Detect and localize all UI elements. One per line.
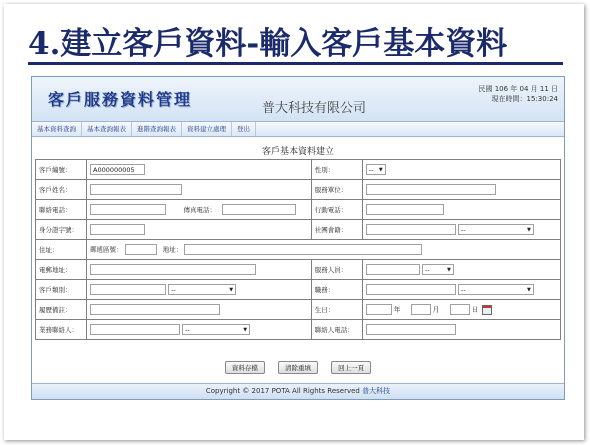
service-unit-field[interactable]	[366, 184, 496, 195]
form-row	[36, 300, 561, 320]
button-row	[32, 355, 564, 374]
app-logo: 客戶服務資料管理	[48, 90, 193, 109]
fax-label: 傳真電話：	[173, 200, 219, 220]
form-row	[36, 260, 561, 280]
back-button[interactable]: 回上一頁	[331, 361, 371, 374]
category-cell	[87, 280, 312, 300]
occupation-cell	[362, 280, 560, 300]
occupation-label: 職務：	[311, 280, 362, 300]
category-select[interactable]	[168, 284, 236, 295]
address-field[interactable]	[184, 244, 422, 255]
staff-select[interactable]	[422, 264, 454, 275]
gender-select[interactable]	[366, 164, 386, 175]
name-label: 客戶姓名：	[36, 180, 87, 200]
resume-label: 履歷備註：	[36, 300, 87, 320]
birthday-label: 生日：	[311, 300, 362, 320]
mobile-field[interactable]	[366, 204, 444, 215]
fax-cell	[219, 200, 311, 220]
customer-name-field[interactable]	[90, 184, 182, 195]
date-line: 民國 106 年 04 月 11 日	[478, 85, 558, 93]
birth-day-field[interactable]	[450, 304, 470, 315]
app-header	[32, 77, 564, 122]
form-row	[36, 280, 561, 300]
customer-id-cell	[87, 160, 312, 180]
date-time-box	[478, 84, 558, 104]
slide-title: 4.建立客戶資料-輸入客戶基本資料	[28, 26, 508, 62]
staff-label: 服務人員：	[311, 260, 362, 280]
community-value: --	[460, 226, 466, 234]
nav-item-basic-report[interactable]: 基本查詢報表	[82, 122, 132, 136]
gender-label: 性別：	[311, 160, 362, 180]
email-label: 電郵地址：	[36, 260, 87, 280]
address-label: 住址：	[36, 240, 87, 260]
nav-bar	[32, 122, 564, 137]
gender-value: --	[368, 166, 374, 174]
category-label: 客戶類別：	[36, 280, 87, 300]
nav-item-advanced-report[interactable]: 進階查詢報表	[132, 122, 182, 136]
phone-label: 聯絡電話：	[36, 200, 87, 220]
form-row	[36, 180, 561, 200]
app-window	[31, 76, 565, 400]
chevron-down-icon: ▼	[378, 167, 383, 173]
category-value: --	[171, 286, 176, 294]
phone-field[interactable]	[90, 204, 166, 215]
nav-item-logout[interactable]: 登出	[232, 122, 256, 136]
occupation-select[interactable]	[458, 284, 534, 295]
contact-label: 業務聯絡人：	[36, 320, 87, 340]
name-cell	[87, 180, 312, 200]
chevron-down-icon: ▼	[526, 287, 531, 293]
slide	[4, 4, 584, 440]
nav-item-data-create[interactable]: 資料建立處理	[182, 122, 232, 136]
gender-cell	[362, 160, 560, 180]
contact-field[interactable]	[90, 324, 180, 335]
customer-form	[35, 159, 561, 340]
form-row	[36, 240, 561, 260]
staff-field[interactable]	[366, 264, 420, 275]
chevron-down-icon: ▼	[229, 287, 234, 293]
community-cell	[362, 220, 560, 240]
birth-year-field[interactable]	[366, 304, 392, 315]
day-unit: 日	[471, 305, 479, 314]
contact-value: --	[185, 326, 190, 334]
title-underline	[28, 62, 563, 65]
clear-button[interactable]: 清除重填	[278, 361, 318, 374]
mobile-label: 行動電話：	[311, 200, 362, 220]
footer-brand-link[interactable]: 普大科技	[362, 387, 391, 395]
contact-select[interactable]	[182, 324, 250, 335]
copyright-text: Copyright © 2017 POTA All Rights Reserved	[205, 387, 360, 395]
community-select[interactable]	[458, 224, 534, 235]
chevron-down-icon: ▼	[446, 267, 451, 273]
category-field[interactable]	[90, 284, 166, 295]
company-name: 普大科技有限公司	[262, 101, 367, 116]
form-row	[36, 320, 561, 340]
birthday-cell	[362, 300, 560, 320]
year-unit: 年	[393, 305, 401, 314]
contact-cell	[87, 320, 312, 340]
month-unit: 月	[432, 305, 440, 314]
service-unit-cell	[362, 180, 560, 200]
contact-phone-cell	[362, 320, 560, 340]
occupation-field[interactable]	[366, 284, 456, 295]
customer-id-label: 客戶編號：	[36, 160, 87, 180]
time-line: 現在時間：15:30:24	[491, 95, 558, 103]
chevron-down-icon: ▼	[243, 327, 248, 333]
nav-item-basic-query[interactable]: 基本資料查詢	[32, 122, 82, 136]
contact-phone-label: 聯絡人電話：	[311, 320, 362, 340]
addr-label: 地址：	[162, 245, 183, 254]
mobile-cell	[362, 200, 560, 220]
form-row	[36, 200, 561, 220]
zip-label: 郵遞區號：	[90, 245, 123, 254]
community-label: 社團會籍：	[311, 220, 362, 240]
community-field[interactable]	[366, 224, 456, 235]
footer	[32, 383, 564, 399]
staff-value: --	[424, 266, 430, 274]
resume-cell	[87, 300, 312, 320]
form-row	[36, 160, 561, 180]
staff-cell	[362, 260, 560, 280]
form-row	[36, 220, 561, 240]
save-button[interactable]: 資料存檔	[225, 361, 265, 374]
fax-field[interactable]	[222, 204, 296, 215]
calendar-icon[interactable]	[482, 305, 492, 315]
contact-phone-field[interactable]	[366, 324, 456, 335]
customer-id-field[interactable]: A000000005	[90, 164, 145, 175]
id-number-field[interactable]	[90, 224, 145, 235]
email-field[interactable]	[90, 264, 256, 275]
resume-field[interactable]	[90, 304, 220, 315]
form-title: 客戶基本資料建立	[261, 147, 334, 157]
address-cell	[87, 240, 561, 260]
phone-cell	[87, 200, 174, 220]
id-number-label: 身分證字號：	[36, 220, 87, 240]
zip-field[interactable]	[125, 244, 157, 255]
birth-month-field[interactable]	[411, 304, 431, 315]
chevron-down-icon: ▼	[526, 227, 531, 233]
occupation-value: --	[460, 286, 466, 294]
id-number-cell	[87, 220, 312, 240]
service-unit-label: 服務單位：	[311, 180, 362, 200]
email-cell	[87, 260, 312, 280]
